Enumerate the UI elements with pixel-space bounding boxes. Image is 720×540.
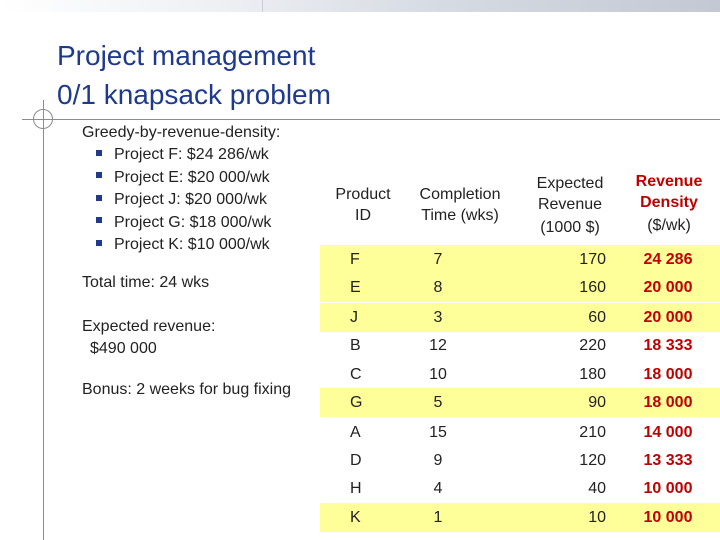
list-item-text: Project K: $10 000/wk xyxy=(114,236,270,253)
table-row xyxy=(320,273,720,302)
square-bullet-icon xyxy=(96,172,102,178)
cell-product-id: D xyxy=(350,451,362,469)
greedy-list xyxy=(96,144,271,257)
cell-completion-time: 3 xyxy=(433,308,443,326)
header-text: (1000 $) xyxy=(540,219,600,236)
cell-product-id: B xyxy=(350,336,361,354)
slide-title xyxy=(57,36,477,114)
decorative-tick xyxy=(262,0,263,12)
cell-expected-revenue: 10 xyxy=(588,508,606,526)
table-row xyxy=(320,503,720,532)
header-text: Product xyxy=(335,186,391,203)
cell-completion-time: 12 xyxy=(429,336,447,354)
cell-revenue-density: 24 286 xyxy=(643,250,693,268)
table-row xyxy=(320,418,720,447)
square-bullet-icon xyxy=(96,217,102,223)
decorative-horizontal-line xyxy=(22,119,720,120)
list-item-text: Project G: $18 000/wk xyxy=(114,213,272,231)
table-row xyxy=(320,474,720,503)
cell-revenue-density: 10 000 xyxy=(643,508,693,526)
expected-revenue-value: $490 000 xyxy=(90,340,157,357)
header-text: Time (wks) xyxy=(421,207,499,224)
cell-expected-revenue: 210 xyxy=(579,423,606,441)
total-time: Total time: 24 wks xyxy=(82,274,210,291)
cell-expected-revenue: 60 xyxy=(588,308,606,326)
header-text: Density xyxy=(640,194,698,211)
table-row xyxy=(320,303,720,332)
cell-product-id: K xyxy=(350,508,361,526)
list-item xyxy=(96,167,271,190)
list-item-text: Project J: $20 000/wk xyxy=(114,191,267,208)
table-row xyxy=(320,245,720,274)
cell-completion-time: 10 xyxy=(429,365,447,383)
decorative-circle xyxy=(33,109,53,129)
cell-completion-time: 8 xyxy=(433,278,443,296)
header-text: Revenue xyxy=(537,196,603,213)
decorative-vertical-line xyxy=(43,100,44,540)
header-text: Revenue xyxy=(635,173,703,190)
expected-revenue-label: Expected revenue: xyxy=(82,318,216,335)
cell-expected-revenue: 90 xyxy=(588,393,606,411)
cell-revenue-density: 10 000 xyxy=(643,479,693,497)
square-bullet-icon xyxy=(96,240,102,246)
cell-product-id: E xyxy=(350,278,361,296)
cell-product-id: J xyxy=(350,308,358,326)
header-text: ID xyxy=(355,207,371,224)
project-table xyxy=(320,160,720,532)
cell-expected-revenue: 180 xyxy=(579,365,606,383)
cell-revenue-density: 13 333 xyxy=(643,451,693,469)
square-bullet-icon xyxy=(96,195,102,201)
header-text: ($/wk) xyxy=(647,217,691,234)
table-row xyxy=(320,446,720,475)
cell-expected-revenue: 220 xyxy=(579,336,606,354)
cell-completion-time: 7 xyxy=(433,250,443,268)
list-item xyxy=(96,189,271,212)
greedy-heading: Greedy-by-revenue-density: xyxy=(82,124,281,141)
list-item xyxy=(96,144,271,167)
cell-product-id: A xyxy=(350,423,361,441)
title-line-2: 0/1 knapsack problem xyxy=(57,79,331,110)
list-item-text: Project E: $20 000/wk xyxy=(114,168,270,186)
cell-revenue-density: 18 333 xyxy=(643,336,693,354)
cell-revenue-density: 18 000 xyxy=(643,393,693,411)
cell-completion-time: 15 xyxy=(429,423,447,441)
cell-revenue-density: 18 000 xyxy=(643,365,693,383)
table-row xyxy=(320,388,720,417)
cell-revenue-density: 20 000 xyxy=(643,308,693,326)
header-text: Expected xyxy=(536,175,604,192)
bonus-note: Bonus: 2 weeks for bug fixing xyxy=(82,381,292,398)
cell-expected-revenue: 120 xyxy=(579,451,606,469)
cell-product-id: F xyxy=(350,250,360,268)
table-row xyxy=(320,331,720,360)
header-text: Completion xyxy=(419,186,501,203)
cell-product-id: C xyxy=(350,365,362,383)
cell-expected-revenue: 40 xyxy=(588,479,606,497)
cell-product-id: H xyxy=(350,479,362,497)
cell-completion-time: 9 xyxy=(433,451,443,469)
cell-expected-revenue: 170 xyxy=(579,250,606,268)
title-line-1: Project management xyxy=(57,40,316,71)
list-item xyxy=(96,212,271,235)
square-bullet-icon xyxy=(96,150,102,156)
top-gradient-bar xyxy=(0,0,720,12)
cell-revenue-density: 20 000 xyxy=(643,278,693,296)
cell-revenue-density: 14 000 xyxy=(643,423,693,441)
list-item xyxy=(96,234,271,257)
cell-expected-revenue: 160 xyxy=(579,278,606,296)
table-row xyxy=(320,360,720,389)
cell-product-id: G xyxy=(350,393,363,411)
list-item-text: Project F: $24 286/wk xyxy=(114,146,269,163)
cell-completion-time: 5 xyxy=(433,393,443,411)
cell-completion-time: 4 xyxy=(433,479,443,497)
cell-completion-time: 1 xyxy=(433,508,443,526)
